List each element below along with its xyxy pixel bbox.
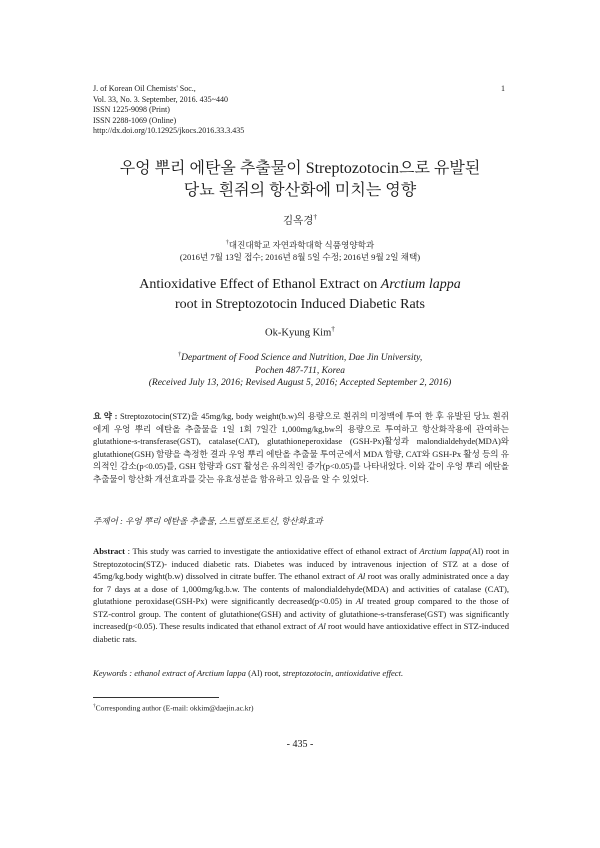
issn-print: ISSN 1225-9098 (Print) — [93, 105, 170, 115]
footnote-rule — [93, 697, 219, 698]
korean-affiliation-mark: † — [225, 240, 229, 246]
issn-online: ISSN 2288-1069 (Online) — [93, 115, 177, 125]
journal-name: J. of Korean Oil Chemists' Soc., — [93, 84, 196, 93]
abstract-al-1: Al — [357, 571, 366, 581]
korean-dates: (2016년 7월 13일 접수; 2016년 8월 5일 수정; 2016년 9월 2일 채택) — [179, 252, 421, 263]
keyword-2: (Al) root, — [245, 668, 283, 678]
korean-title — [60, 158, 540, 202]
english-title-species: Arctium lappa — [380, 277, 461, 292]
korean-author-mark: † — [313, 212, 318, 221]
abstract-text-5: root would have antioxidative effect in STZ-induced diabetic rats. — [93, 621, 509, 644]
abstract-al-2: Al — [355, 596, 364, 606]
keyword-1: ethanol extract of Arctium lappa — [134, 668, 246, 678]
english-affiliation-line1: Department of Food Science and Nutrition, Dae Jin University, — [181, 353, 423, 364]
korean-author — [60, 212, 540, 228]
abstract-species: Arctium lappa — [419, 546, 469, 556]
keywords-label: Keywords : — [93, 668, 135, 678]
korean-affiliation-text: 대진대학교 자연과학대학 식품영양학과 — [228, 239, 375, 250]
korean-title-line1: 우엉 뿌리 에탄올 추출물이 Streptozotocin으로 유발된 — [119, 160, 481, 177]
footnote — [93, 703, 254, 713]
keyword-3: streptozotocin, antioxidative effect. — [282, 668, 404, 678]
english-title — [60, 275, 540, 315]
footnote-mark: † — [93, 703, 96, 709]
korean-author-name: 김옥경 — [282, 215, 314, 227]
page-number: - 435 - — [286, 739, 314, 750]
english-keywords — [93, 668, 509, 678]
abstract-text-1: : This study was carried to investigate the antioxidative effect of ethanol extract of — [124, 546, 420, 556]
english-affiliation-line2: Pochen 487-711, Korea — [255, 365, 345, 376]
abstract-al-3: Al — [318, 621, 326, 631]
english-author-mark: † — [331, 324, 335, 333]
english-affiliation — [60, 349, 540, 390]
english-author-name: Ok-Kyung Kim — [265, 327, 332, 339]
korean-keywords: 주제어 : 우엉 뿌리 에탄올 추출물, 스트렙토조토신, 항산화효과 — [93, 516, 323, 526]
korean-abstract-label: 요 약 : — [93, 411, 120, 421]
korean-abstract — [93, 410, 509, 485]
english-author — [60, 324, 540, 339]
english-abstract-label: Abstract — [93, 546, 125, 556]
english-dates: (Received July 13, 2016; Revised August 5, 2016; Accepted September 2, 2016) — [148, 378, 452, 389]
english-title-line1: Antioxidative Effect of Ethanol Extract on — [139, 277, 381, 292]
journal-volume: Vol. 33, No. 3. September, 2016. 435~440 — [93, 94, 228, 104]
doi-link[interactable]: http://dx.doi.org/10.12925/jkocs.2016.33.3.435 — [93, 126, 245, 136]
abstract-text-4: treated group compared to the those of STZ-control group. The content of glutathione(GSH) and activity of glutathione-s-transferase(GST) was significantly increased(p<0.05). These results indicated that ethanol extract of — [93, 596, 509, 631]
english-abstract — [93, 545, 509, 645]
korean-title-line2: 당뇨 흰쥐의 항산화에 미치는 영향 — [183, 182, 417, 199]
abstract-text-3: root was orally administrated once a day for 7 days at a dose of 1,000mg/kg.b.w. The contents of malondialdehyde(MDA) and activities of catalase (CAT), glutathione peroxidase(GSH-Px) were significantly decreased(p<0.05) in — [93, 571, 509, 606]
abstract-text-2: (Al) root in Streptozotocin(STZ)- induced diabetic rats. Diabetes was induced by intravenous injection of STZ at a dose of 45mg/kg.body wight(b.w) dissolved in citrate buffer. The ethanol extract of — [93, 546, 509, 581]
korean-abstract-text: Streptozotocin(STZ)을 45mg/kg, body weight(b.w)의 용량으로 흰쥐의 미정맥에 투여 한 후 유발된 당뇨 흰쥐에게 우엉 뿌리 에탄올 추출물을 1일 1회 7일간 1,000mg/kg,bw의 용량으로 투여하고 항산화작용에 관여하는 glutathione-s-transferase(GST), catalase(CAT), glutathioneperoxidase (GSH-Px)활성과 malondialdehyde(MDA)와 glutathione(GSH) 함량을 측정한 결과 우엉 뿌리 에탄올 추출물 투여군에서 MDA 함량, CAT와 GSH-Px 활성 등의 유의적인 감소(p<0.05)를, GSH 함량과 GST 활성은 유의적인 증가(p<0.05)를 나타내었다. 이와 같이 우엉 뿌리 에탄올 추출물이 항산화 개선효과를 갖는 유효성분을 함유하고 있음을 알 수 있었다. — [93, 411, 509, 484]
page-number-top: 1 — [501, 84, 505, 93]
english-title-line2: root in Streptozotocin Induced Diabetic Rats — [175, 297, 425, 312]
english-affiliation-mark: † — [177, 351, 182, 358]
journal-header — [93, 84, 244, 137]
korean-affiliation — [60, 237, 540, 264]
footnote-text: Corresponding author (E-mail: okkim@daejin.ac.kr) — [95, 703, 254, 713]
